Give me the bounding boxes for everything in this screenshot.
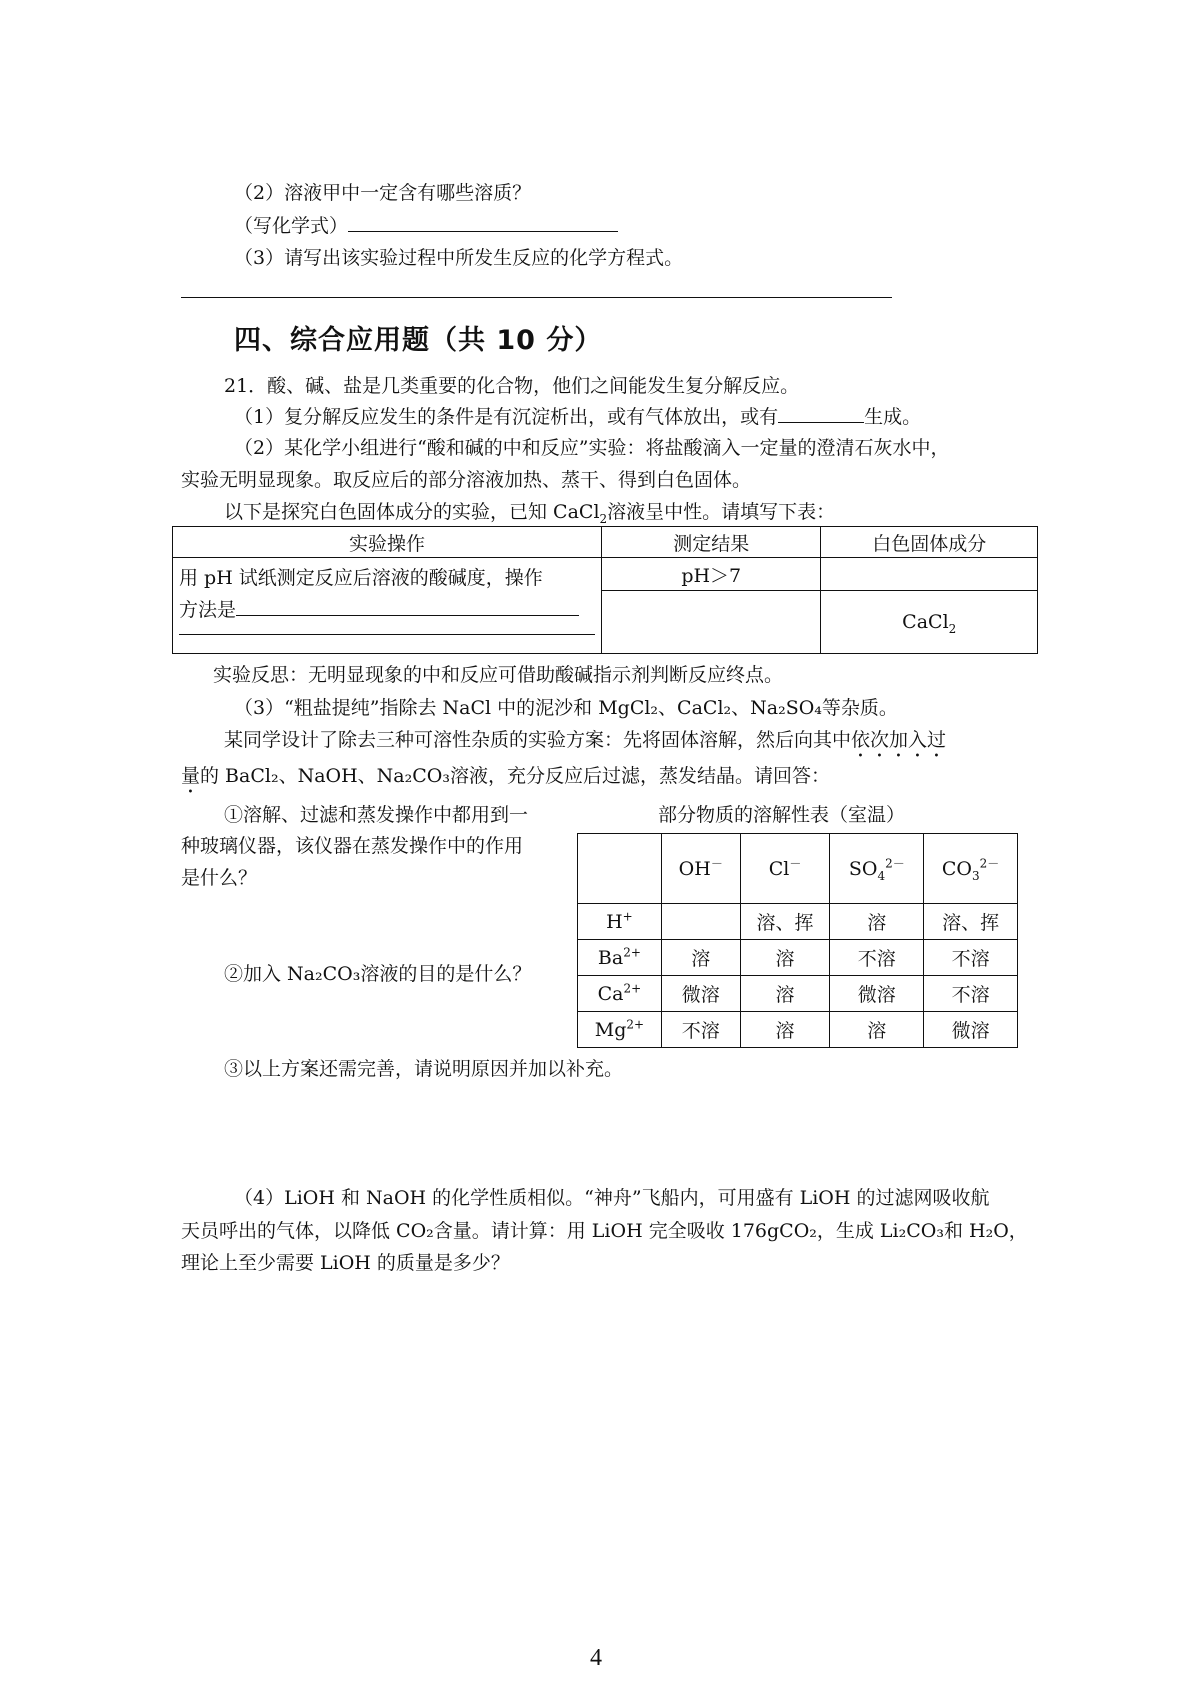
anion-charge: 2－ — [979, 856, 1000, 871]
emphasis-char: 量 — [181, 765, 201, 787]
anion-so4 — [830, 834, 924, 904]
q21-part4-line3: 理论上至少需要 LiOH 的质量是多少？ — [181, 1252, 510, 1274]
cell: 溶 — [740, 1012, 830, 1048]
method-label: 方法是 — [179, 599, 237, 621]
answer-blank[interactable] — [348, 213, 618, 232]
line3-subscript: 2 — [599, 511, 608, 526]
part3-text: 某同学设计了除去三种可溶性杂质的实验方案：先将固体溶解，然后向其中 — [224, 729, 852, 751]
corner-cell — [578, 834, 662, 904]
q21-part2-line2: 实验无明显现象。取反应后的部分溶液加热、蒸干、得到白色固体。 — [181, 469, 752, 491]
component-cacl2 — [821, 591, 1038, 654]
cell: 微溶 — [924, 1012, 1018, 1048]
anion-base: OH — [678, 857, 711, 880]
q21-part4-line1: （4）LiOH 和 NaOH 的化学性质相似。“神舟”飞船内，可用盛有 LiOH 的过滤网吸收航 — [234, 1187, 990, 1209]
anion-base: Cl — [768, 857, 790, 880]
cacl2-subscript: 2 — [948, 621, 957, 636]
row-ca — [578, 976, 1018, 1012]
cacl2-text: CaCl — [902, 611, 949, 633]
cell: 溶 — [740, 976, 830, 1012]
reflection: 实验反思：无明显现象的中和反应可借助酸碱指示剂判断反应终点。 — [213, 664, 784, 686]
part1-blank[interactable] — [778, 404, 864, 423]
row-mg — [578, 1012, 1018, 1048]
anion-base: CO — [941, 857, 973, 880]
q21-part3-line1: （3）“粗盐提纯”指除去 NaCl 中的泥沙和 MgCl₂、CaCl₂、Na₂SO₄等杂质。 — [234, 697, 898, 719]
q21-part2-line3 — [224, 500, 835, 524]
q21-part2-line1: （2）某化学小组进行“酸和碱的中和反应”实验：将盐酸滴入一定量的澄清石灰水中， — [234, 437, 950, 459]
solubility-caption: 部分物质的溶解性表（室温） — [658, 804, 906, 826]
q21-part4-line2: 天员呼出的气体，以降低 CO₂含量。请计算：用 LiOH 完全吸收 176gCO₂，生成 Li₂CO₃和 H₂O， — [181, 1220, 1028, 1242]
header-operation: 实验操作 — [173, 527, 602, 558]
operation-line2 — [179, 594, 595, 626]
anion-charge: － — [710, 856, 723, 871]
hint-label: （写化学式） — [234, 215, 349, 237]
cell: 不溶 — [924, 940, 1018, 976]
cation-base: Ba — [597, 946, 624, 969]
cation-charge: 2+ — [623, 945, 641, 960]
method-blank-2[interactable] — [179, 628, 595, 635]
q21-intro: 21．酸、碱、盐是几类重要的化合物，他们之间能发生复分解反应。 — [224, 375, 800, 397]
cell: 微溶 — [830, 976, 924, 1012]
cation-charge: 2+ — [623, 981, 642, 996]
part1-tail: 生成。 — [864, 406, 922, 428]
method-blank[interactable] — [236, 597, 579, 616]
q21-part3-line2 — [224, 728, 946, 762]
cell — [661, 904, 740, 940]
part3-tail: 的 BaCl₂、NaOH、Na₂CO₃溶液，充分反应后过滤，蒸发结晶。请回答： — [200, 765, 830, 787]
sub-question-2: ②加入 Na₂CO₃溶液的目的是什么？ — [224, 963, 532, 985]
result-empty-2[interactable] — [601, 591, 821, 654]
anion-subscript: 4 — [877, 868, 886, 883]
cation-charge: + — [622, 909, 633, 924]
cation-h — [578, 904, 662, 940]
cell: 溶 — [661, 940, 740, 976]
question-3: （3）请写出该实验过程中所发生反应的化学方程式。 — [234, 247, 684, 269]
operation-cell — [173, 558, 602, 654]
cation-ba — [578, 940, 662, 976]
sub-question-3: ③以上方案还需完善，请说明原因并加以补充。 — [224, 1058, 624, 1080]
sub-question-1-line3: 是什么？ — [181, 867, 258, 889]
solubility-table — [577, 833, 1018, 1048]
header-component: 白色固体成分 — [821, 527, 1038, 558]
cation-charge: 2+ — [626, 1017, 645, 1032]
anion-charge: － — [789, 856, 802, 871]
line3-tail: 溶液呈中性。请填写下表： — [607, 501, 836, 523]
cation-base: Ca — [597, 982, 624, 1005]
section-title: 四、综合应用题（共 10 分） — [234, 325, 603, 356]
component-empty-1[interactable] — [821, 558, 1038, 591]
line3-text: 以下是探究白色固体成分的实验，已知 CaCl — [224, 501, 600, 523]
q21-part1 — [234, 404, 921, 429]
experiment-table — [172, 526, 1038, 654]
part1-text: （1）复分解反应发生的条件是有沉淀析出，或有气体放出，或有 — [234, 406, 779, 428]
row-ba — [578, 940, 1018, 976]
cell: 溶 — [830, 904, 924, 940]
sub-question-1-line2: 种玻璃仪器，该仪器在蒸发操作中的作用 — [181, 835, 524, 857]
anion-cl — [740, 834, 830, 904]
cell: 溶、挥 — [924, 904, 1018, 940]
cell: 溶、挥 — [740, 904, 830, 940]
operation-line1: 用 pH 试纸测定反应后溶液的酸碱度，操作 — [179, 567, 543, 589]
cell: 不溶 — [661, 1012, 740, 1048]
result-ph: pH＞7 — [601, 558, 821, 591]
question-2: （2）溶液甲中一定含有哪些溶质？ — [234, 182, 532, 204]
anion-oh — [661, 834, 740, 904]
cell: 不溶 — [830, 940, 924, 976]
row-h — [578, 904, 1018, 940]
page-number: 4 — [590, 1645, 602, 1671]
cation-base: H — [606, 910, 623, 933]
cation-ca — [578, 976, 662, 1012]
answer-line[interactable] — [181, 297, 892, 298]
sub-question-1-line1: ①溶解、过滤和蒸发操作中都用到一 — [224, 804, 529, 826]
anion-charge: 2－ — [885, 856, 905, 871]
cell: 溶 — [830, 1012, 924, 1048]
cell: 不溶 — [924, 976, 1018, 1012]
q21-part3-line3 — [181, 764, 830, 798]
cell: 溶 — [740, 940, 830, 976]
anion-subscript: 3 — [972, 868, 980, 883]
cation-base: Mg — [594, 1018, 627, 1041]
header-result: 测定结果 — [601, 527, 821, 558]
anion-co3 — [924, 834, 1018, 904]
question-2-hint — [234, 213, 618, 238]
emphasis-text: 依次加入过 — [851, 729, 947, 751]
cell: 微溶 — [661, 976, 740, 1012]
anion-base: SO — [848, 857, 878, 880]
cation-mg — [578, 1012, 662, 1048]
